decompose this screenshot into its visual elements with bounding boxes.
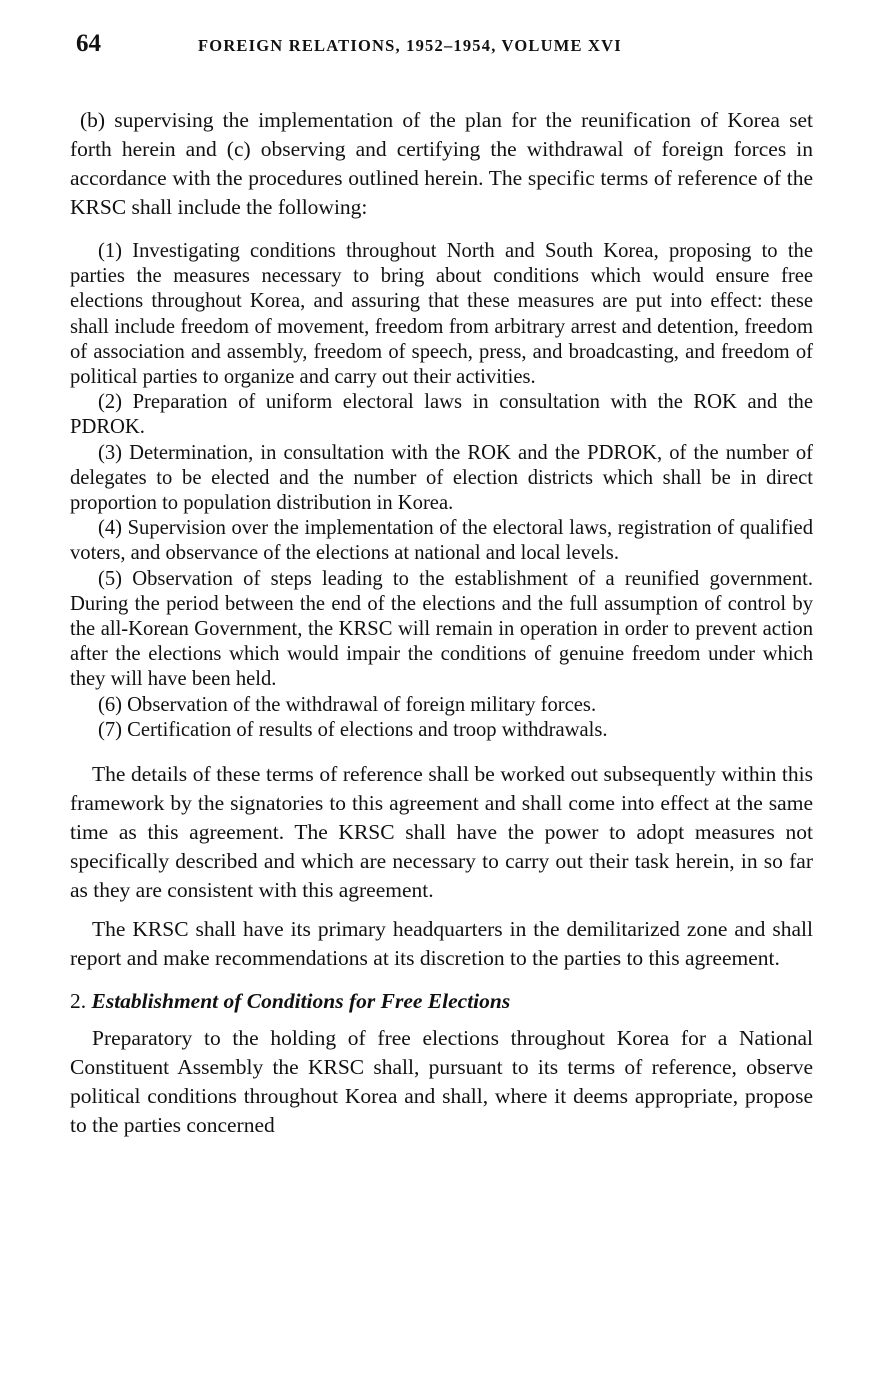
headquarters-paragraph: The KRSC shall have its primary headquarters in the demilitarized zone and shall report and make recommendations at its discretion to the parties to this agreement. xyxy=(70,917,813,971)
page-header xyxy=(70,30,813,74)
list-item: (4) Supervision over the implementation of the electoral laws, registration of qualified voters, and observance of the elections at national and local levels. xyxy=(70,517,813,565)
list-item: (5) Observation of steps leading to the establishment of a reunified government. During the period between the end of the elections and the full assumption of control by the all-Korean Government, the KRSC will remain in operation in order to prevent action after the elections which would impair the conditions of genuine freedom under which they will have been held. xyxy=(70,567,813,691)
list-item: (6) Observation of the withdrawal of foreign military forces. xyxy=(98,693,597,716)
page-number: 64 xyxy=(76,30,101,57)
list-item: (1) Investigating conditions throughout North and South Korea, proposing to the parties the measures necessary to bring about conditions which would ensure free elections throughout Korea, and assuring that these measures are put into effect: these shall include freedom of movement, freedom from arbitrary arrest and detention, freedom of association and assembly, freedom of speech, press, and broadcasting, and freedom of political parties to organize and carry out their activities. xyxy=(70,240,813,389)
section-heading xyxy=(70,987,813,1016)
terms-of-reference-list xyxy=(70,239,813,743)
section-number: 2. xyxy=(70,989,87,1014)
document-page xyxy=(70,30,813,1140)
list-item: (7) Certification of results of elections and troop withdrawals. xyxy=(98,718,608,741)
section-title: Establishment of Conditions for Free Elections xyxy=(91,989,511,1014)
list-item: (3) Determination, in consultation with the ROK and the PDROK, of the number of delegates to be elected and the number of election districts which shall be in direct proportion to population distribution in Korea. xyxy=(70,441,813,515)
section-paragraph: Preparatory to the holding of free elections throughout Korea for a National Constituent Assembly the KRSC shall, pursuant to its terms of reference, observe political conditions throughout Korea and shall, where it deems appropriate, propose to the parties concerned xyxy=(70,1026,813,1138)
intro-paragraph: (b) supervising the implementation of the plan for the reunification of Korea set forth herein and (c) observing and certifying the withdrawal of foreign forces in accordance with the procedures outlined herein. The specific terms of reference of the KRSC shall include the following: xyxy=(70,108,813,219)
list-item: (2) Preparation of uniform electoral laws in consultation with the ROK and the PDROK. xyxy=(70,391,813,439)
running-title: FOREIGN RELATIONS, 1952–1954, VOLUME XVI xyxy=(198,36,622,55)
details-paragraph: The details of these terms of reference shall be worked out subsequently within this framework by the signatories to this agreement and shall come into effect at the same time as this agreement. The KRSC shall have the power to adopt measures not specifically described and which are necessary to carry out their task herein, in so far as they are consistent with this agreement. xyxy=(70,762,813,903)
